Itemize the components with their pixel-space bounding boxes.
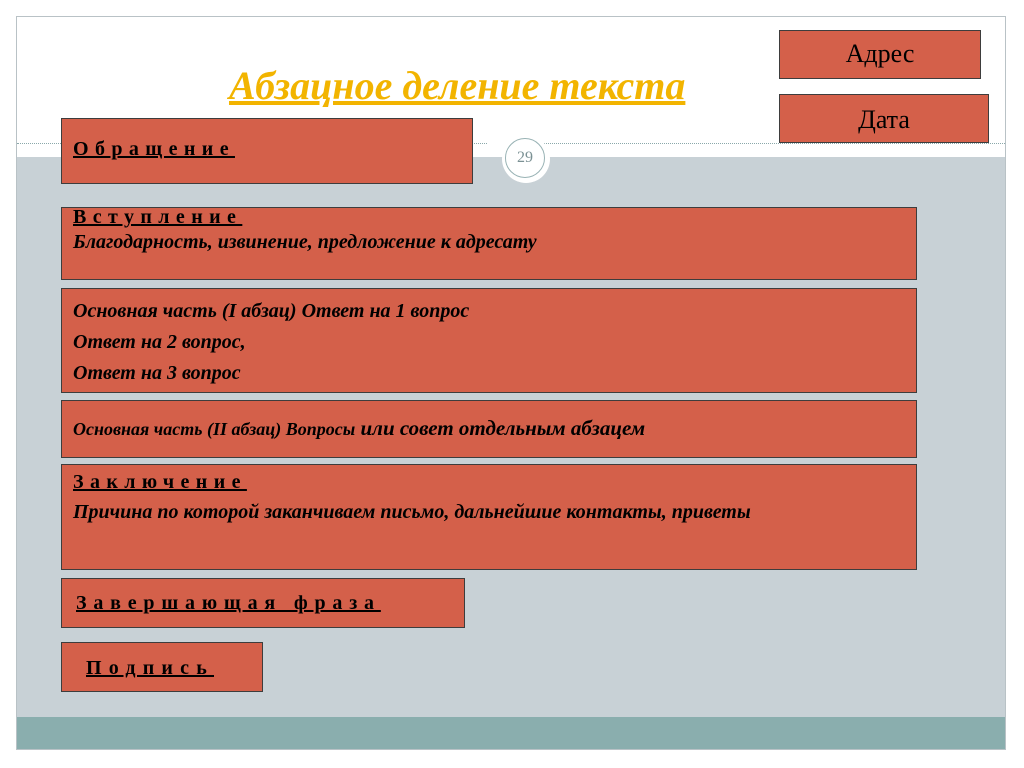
slide-frame [16,16,1006,750]
intro-text: Благодарность, извинение, предложение к адресату [73,231,537,253]
closing-phrase-title: Завершающая фраза [76,592,381,614]
intro-title: Вступление [73,206,243,228]
signature-title: Подпись [86,657,214,679]
page-number-badge [502,135,550,183]
slide-footer-band [17,717,1006,750]
conclusion-title: Заключение [73,471,247,493]
main-part-1-line-2: Ответ на 2 вопрос, [73,331,246,353]
main-part-2-box [61,400,917,458]
address-label: Адрес [845,39,915,68]
conclusion-box [61,464,917,570]
header-separator-right [541,143,1006,144]
main-part-2-text-small: Основная часть (II абзац) Вопросы [73,419,356,439]
greeting-box [61,118,473,184]
signature-box [61,642,263,692]
page-number: 29 [505,138,545,178]
main-part-2-text-large: или совет отдельным абзацем [355,416,646,440]
main-part-1-line-1: Основная часть (I абзац) Ответ на 1 вопрос [73,300,470,322]
intro-box [61,207,917,280]
closing-phrase-box [61,578,465,628]
conclusion-text: Причина по которой заканчиваем письмо, дальнейшие контакты, приветы [73,501,751,523]
main-part-1-box [61,288,917,393]
main-part-1-line-3: Ответ на 3 вопрос [73,362,241,384]
date-label: Дата [858,105,910,134]
slide-title: Абзацное деление текста [229,63,686,108]
date-box [779,94,989,143]
address-box [779,30,981,79]
greeting-title: Обращение [73,138,235,160]
